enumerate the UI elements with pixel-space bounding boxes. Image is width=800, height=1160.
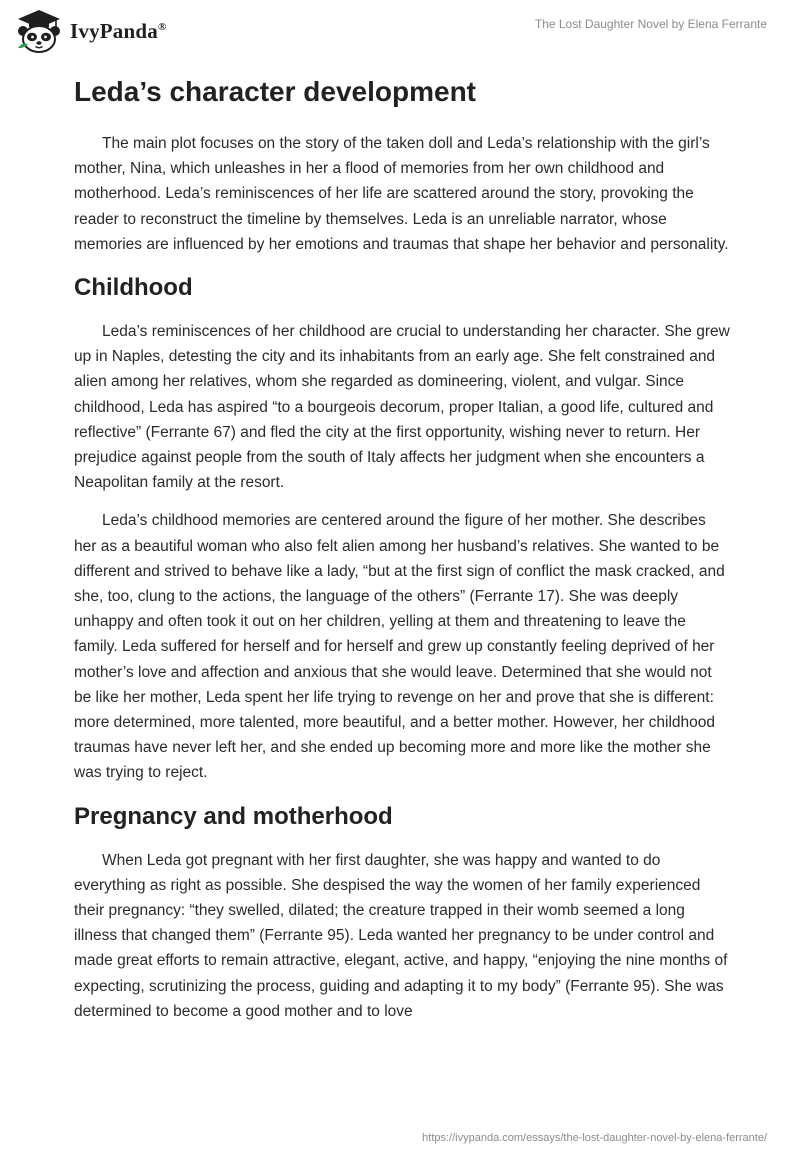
paragraph-intro: The main plot focuses on the story of the taken doll and Leda’s relationship with the girl’s mother, Nina, which unleashes in her a flood of memories from her own childhood and motherhood. Leda’s reminiscences of her life are scattered around the story, provoking the reader to reconstruct the timeline by themselves. Leda is an unreliable narrator, whose memories are influenced by her emotions and traumas that shape her behavior and personality. xyxy=(74,135,729,253)
section-title-childhood: Childhood xyxy=(74,274,193,302)
source-url[interactable]: https://ivypanda.com/essays/the-lost-daughter-novel-by-elena-ferrante/ xyxy=(422,1132,767,1144)
logo-wordmark: IvyPanda® xyxy=(70,18,167,43)
section-title-pregnancy: Pregnancy and motherhood xyxy=(74,802,393,830)
panda-graduate-icon xyxy=(14,8,64,54)
paragraph-childhood-1: Leda’s reminiscences of her childhood are crucial to understanding her character. She grew up in Naples, detesting the city and its inhabitants from an early age. She felt constrained and alien among her relatives, whom she regarded as domineering, violent, and vulgar. Since childhood, Leda has aspired “to a bourgeois decorum, proper Italian, a good life, cultured and reflective” (Ferrante 67) and fled the city at the first opportunity, wishing never to return. Her prejudice against people from the south of Italy affects her judgment when she encounters a Neapolitan family at the resort. xyxy=(74,323,730,492)
section-title-character-development: Leda’s character development xyxy=(74,76,477,107)
document-title: The Lost Daughter Novel by Elena Ferrante xyxy=(534,17,767,31)
ivypanda-logo[interactable] xyxy=(14,8,166,54)
essay-body xyxy=(74,72,730,1037)
paragraph-pregnancy-1: When Leda got pregnant with her first daughter, she was happy and wanted to do everything as right as possible. She despised the way the women of her family experienced their pregnancy: “they swelled, dilated; the creature trapped in their womb seemed a long illness that changed them” (Ferrante 95). Leda wanted her pregnancy to be under control and made great efforts to remain attractive, elegant, active, and happy, “enjoying the nine months of expecting, scrutinizing the process, guiding and adapting it to my body” (Ferrante 95). She was determined to become a good mother and to love xyxy=(74,851,728,1020)
paragraph-childhood-2: Leda’s childhood memories are centered around the figure of her mother. She describes her as a beautiful woman who also felt alien among her husband’s relatives. She wanted to be different and strived to behave like a lady, “but at the first sign of conflict the mask cracked, and she, too, clung to the actions, the language of the others” (Ferrante 17). She was deeply unhappy and often took it out on her children, yelling at them and threatening to leave the family. Leda suffered for herself and for herself and grew up constantly feeling deprived of her mother’s love and affection and anxious that she would leave. Determined that she would not be like her mother, Leda spent her life trying to revenge on her and prove that she is different: more determined, more talented, more beautiful, and a better mother. However, her childhood traumas have never left her, and she ended up becoming more and more like the mother she was trying to reject. xyxy=(74,512,725,782)
page-header xyxy=(0,0,800,70)
